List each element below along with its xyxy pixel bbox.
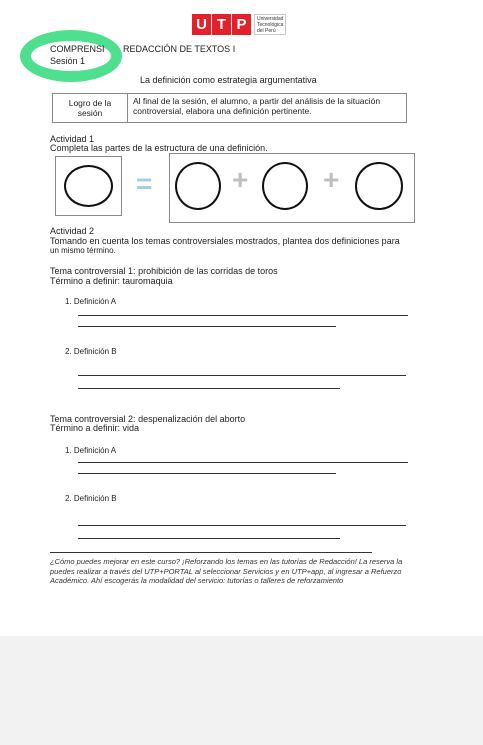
definition-oval-3[interactable]: [355, 162, 403, 210]
topic2-term-label: Término a definir:: [50, 423, 121, 433]
logro-label: Logro de la sesión: [53, 94, 128, 122]
logro-box: [52, 93, 407, 123]
topic1-def-b-line-2[interactable]: [78, 388, 340, 389]
topic1-term-value: tauromaquia: [122, 276, 173, 286]
page-title: La definición como estrategia argumentativa: [140, 75, 317, 85]
equals-symbol: =: [136, 168, 153, 199]
topic2-def-a-line-1[interactable]: [78, 462, 408, 463]
plus-symbol-1: +: [232, 164, 249, 195]
activity2-heading: Actividad 2: [50, 226, 95, 236]
definition-structure-box: [169, 153, 415, 223]
logro-text: Al final de la sesión, el alumno, a partir del análisis de la situación controversial, elabora una definición pertinente.: [133, 96, 381, 116]
topic1-def-b-line-1[interactable]: [78, 375, 406, 376]
activity1-instruction: Completa las partes de la estructura de una definición.: [50, 143, 268, 153]
course-title: REDACCIÓN DE TEXTOS I: [123, 44, 236, 54]
topic2-value: despenalización del aborto: [138, 414, 246, 424]
footer-note: ¿Cómo puedes mejorar en este curso? ¡Reforzando los temas en las tutorías de Redacción! La reserva la puedes realizar a través del UTP+PORTAL al seleccionar Servicios y en UTP+app, al ingresar a Refuerzo Académico. Ahí escogerás la modalidad del servicio: tutorías o talleres de reforzamiento: [50, 557, 403, 585]
topic1-def-a-line-1[interactable]: [78, 315, 408, 316]
topic1-label: Tema controversial 1:: [50, 266, 136, 276]
topic2-term-value: vida: [122, 423, 140, 433]
topic2-def-a-line-2[interactable]: [78, 473, 336, 474]
topic2-definition-a: 1. Definición A: [65, 446, 117, 455]
plus-symbol-2: +: [323, 164, 340, 195]
topic1-def-a-line-2[interactable]: [78, 326, 336, 327]
topic2-def-b-line-2[interactable]: [78, 538, 340, 539]
term-box: [55, 156, 122, 216]
logo-letter-t: T: [212, 14, 231, 35]
course-prefix: COMPRENSI: [50, 44, 105, 54]
utp-logo: [192, 14, 286, 35]
footer-divider: [50, 552, 372, 553]
topic1-term-line: [50, 276, 173, 287]
term-oval[interactable]: [64, 165, 113, 207]
topic2-label: Tema controversial 2:: [50, 414, 136, 424]
topic1-definition-a: 1. Definición A: [65, 297, 117, 306]
definition-oval-1[interactable]: [175, 162, 221, 210]
session-label: Sesión 1: [50, 56, 86, 66]
logo-letter-u: U: [192, 14, 211, 35]
activity1-heading: Actividad 1: [50, 134, 95, 144]
activity2-instruction-line1: Tomando en cuenta los temas controversiales mostrados, plantea dos definiciones para: [50, 236, 400, 246]
activity2-instruction-line2: un mismo término.: [50, 246, 116, 255]
logo-tagline: Universidad Tecnológica del Perú: [254, 14, 286, 35]
topic2-term-line: [50, 423, 139, 434]
topic1-definition-b: 2. Definición B: [65, 347, 117, 356]
definition-oval-2[interactable]: [262, 162, 308, 210]
topic1-term-label: Término a definir:: [50, 276, 121, 286]
topic2-definition-b: 2. Definición B: [65, 494, 117, 503]
topic2-def-b-line-1[interactable]: [78, 525, 406, 526]
topic1-value: prohibición de las corridas de toros: [138, 266, 278, 276]
logo-letter-p: P: [232, 14, 251, 35]
